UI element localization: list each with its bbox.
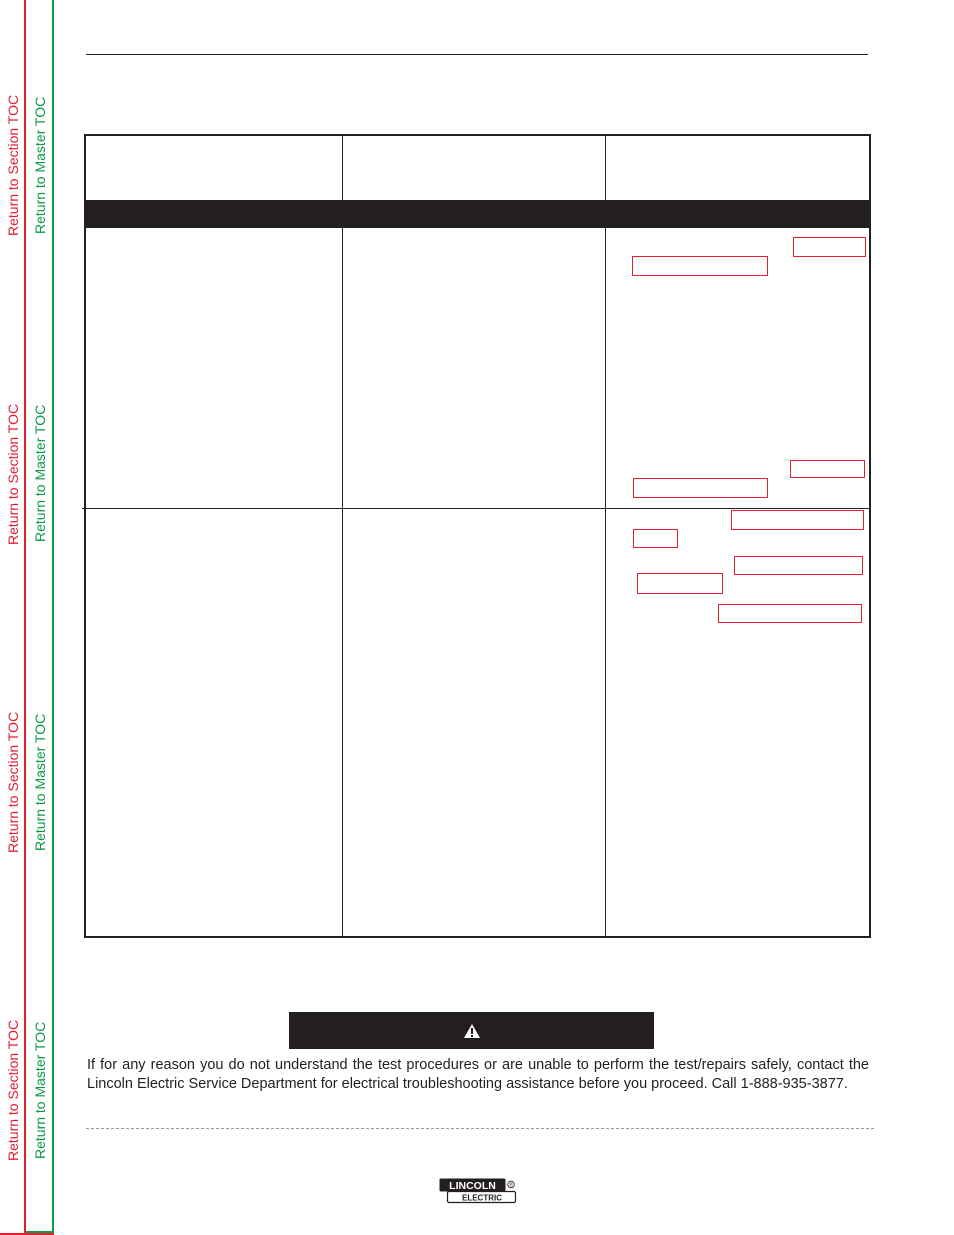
- return-to-master-toc-link[interactable]: Return to Master TOC: [32, 1021, 48, 1159]
- return-to-section-toc-link[interactable]: Return to Section TOC: [5, 403, 21, 545]
- footer-dashed-rule: [86, 1128, 874, 1129]
- logo-top-word: LINCOLN: [449, 1180, 496, 1192]
- return-to-master-toc-link[interactable]: Return to Master TOC: [32, 404, 48, 542]
- table-header-band: [86, 200, 869, 228]
- caution-text: If for any reason you do not understand the test procedures or are unable to perform the test/repairs safely, contact the Lincoln Electric Service Department for electrical troubleshooting assistance before you proceed. Call 1-888-935-3877.: [87, 1057, 869, 1092]
- lincoln-electric-logo: [439, 1178, 517, 1204]
- cross-reference-link[interactable]: [632, 256, 768, 276]
- caution-banner: [289, 1012, 654, 1049]
- cross-reference-link[interactable]: [637, 573, 723, 594]
- column-divider: [605, 136, 606, 936]
- header-rule: [86, 54, 868, 55]
- row-divider: [82, 508, 869, 509]
- return-to-section-toc-link[interactable]: Return to Section TOC: [5, 1019, 21, 1161]
- warning-triangle-icon: [463, 1023, 481, 1039]
- registered-mark: ®: [508, 1182, 514, 1189]
- logo-bottom-word: ELECTRIC: [462, 1193, 502, 1203]
- troubleshooting-table: [84, 134, 871, 938]
- column-divider: [342, 136, 343, 936]
- cross-reference-link[interactable]: [734, 556, 863, 575]
- cross-reference-link[interactable]: [790, 460, 865, 478]
- return-to-master-toc-link[interactable]: Return to Master TOC: [32, 96, 48, 234]
- return-to-master-toc-link[interactable]: Return to Master TOC: [32, 713, 48, 851]
- return-to-section-toc-link[interactable]: Return to Section TOC: [5, 94, 21, 236]
- cross-reference-link[interactable]: [633, 529, 678, 548]
- cross-reference-link[interactable]: [633, 478, 768, 498]
- cross-reference-link[interactable]: [718, 604, 862, 623]
- return-to-section-toc-link[interactable]: Return to Section TOC: [5, 711, 21, 853]
- cross-reference-link[interactable]: [793, 237, 866, 257]
- cross-reference-link[interactable]: [731, 510, 864, 530]
